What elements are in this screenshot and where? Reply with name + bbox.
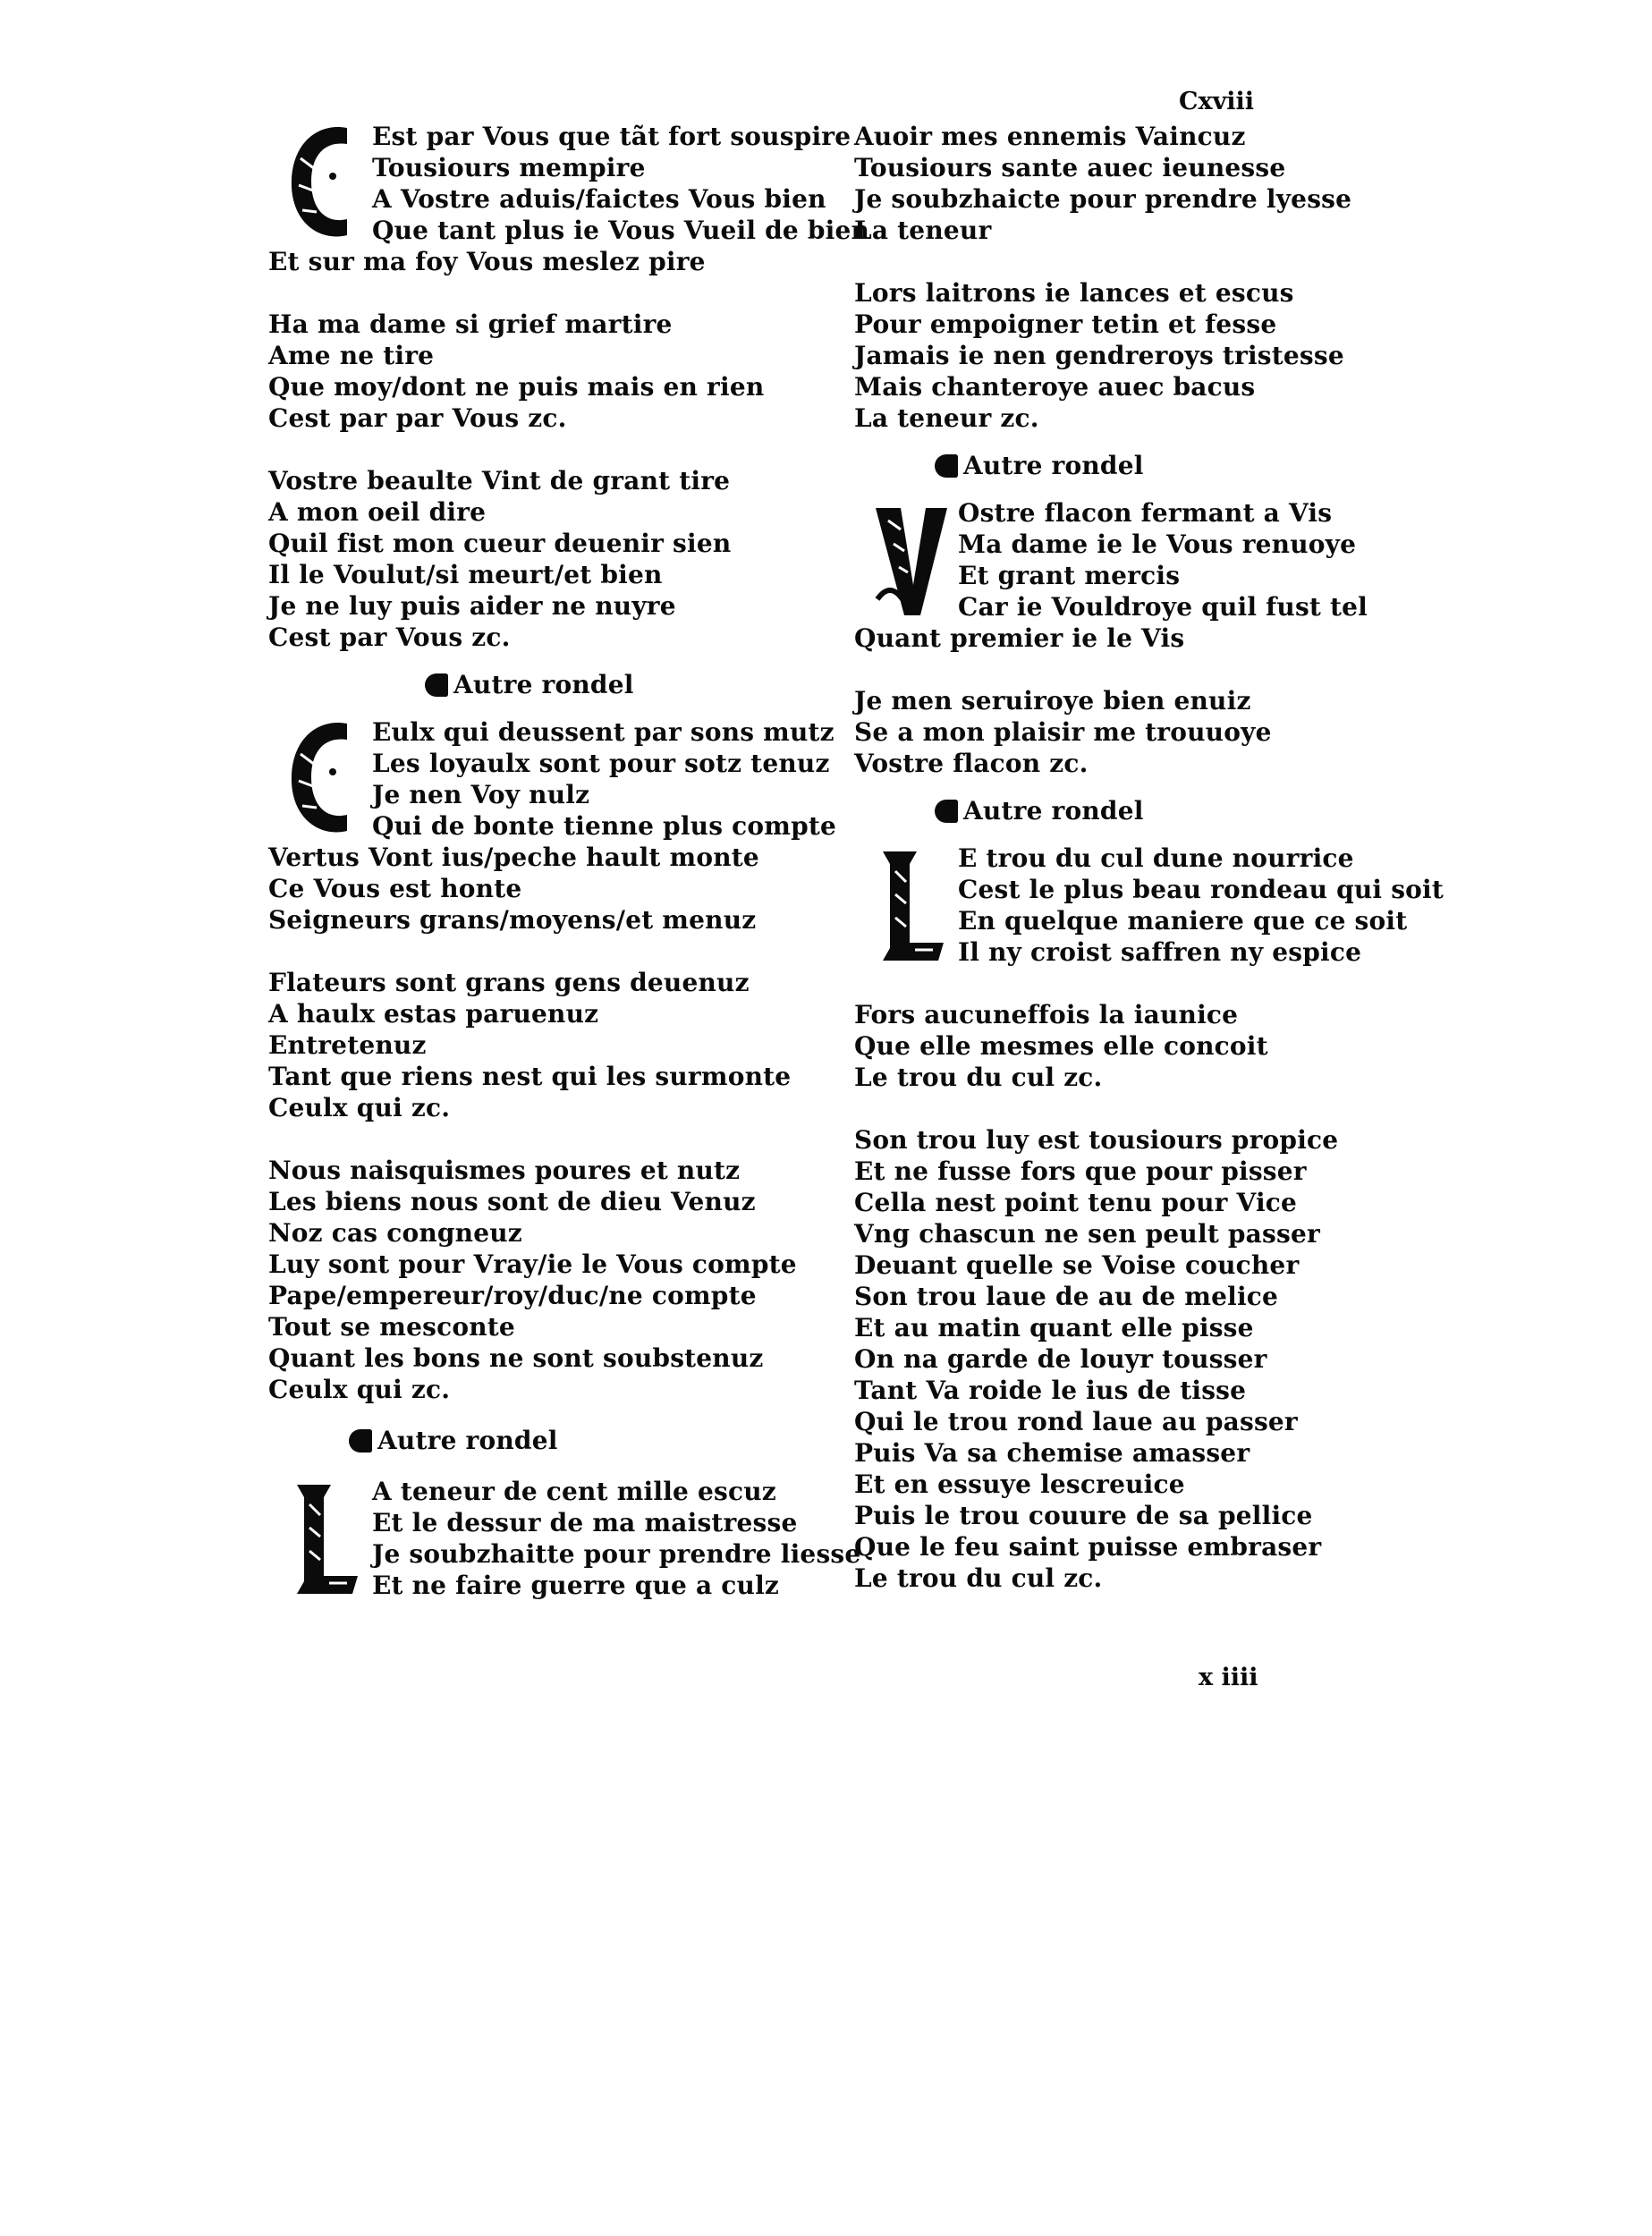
verse-line: Seigneurs grans/moyens/et menuz: [268, 905, 757, 935]
verse-line: Jamais ie nen gendreroys tristesse: [854, 341, 1344, 370]
verse-line: Ame ne tire: [268, 341, 435, 370]
stanza: [268, 1476, 861, 1601]
verse-line: Car ie Vouldroye quil fust tel: [958, 592, 1368, 622]
verse-line: A haulx estas paruenuz: [268, 999, 599, 1029]
pilcrow-mark-icon: [425, 673, 448, 697]
verse-line: Cest par par Vous zc.: [268, 403, 567, 433]
verse-line: Se a mon plaisir me trouuoye: [854, 717, 1272, 747]
verse-line: Qui de bonte tienne plus compte: [372, 811, 837, 841]
signature-mark: x iiii: [1199, 1664, 1258, 1691]
pilcrow-mark-icon: [349, 1429, 372, 1453]
verse-line: Noz cas congneuz: [268, 1218, 522, 1248]
verse-line: Et le dessur de ma maistresse: [372, 1508, 798, 1537]
verse-line: Le trou du cul zc.: [854, 1063, 1103, 1092]
verse-line: Et ne faire guerre que a culz: [372, 1571, 780, 1600]
stanza: [268, 121, 870, 277]
verse-line: Le trou du cul zc.: [854, 1563, 1103, 1593]
verse-line: Deuant quelle se Voise coucher: [854, 1250, 1300, 1280]
right-column: [854, 121, 1444, 1594]
verse-line: E trou du cul dune nourrice: [958, 843, 1354, 873]
verse-line: La teneur: [854, 216, 992, 245]
verse-line: Les loyaulx sont pour sotz tenuz: [372, 749, 830, 778]
verse-line: Puis le trou couure de sa pellice: [854, 1501, 1313, 1530]
woodcut-initial-c-icon: [284, 718, 365, 840]
verse-line: Flateurs sont grans gens deuenuz: [268, 968, 750, 997]
verse-line: A Vostre aduis/faictes Vous bien: [372, 184, 826, 214]
verse-line: Puis Va sa chemise amasser: [854, 1438, 1250, 1468]
verse-line: Qui le trou rond laue au passer: [854, 1407, 1298, 1436]
verse-line: Que le feu saint puisse embraser: [854, 1532, 1322, 1562]
verse-line: Vertus Vont ius/peche hault monte: [268, 843, 759, 872]
verse-line: Son trou laue de au de melice: [854, 1282, 1279, 1311]
pilcrow-mark-icon: [935, 454, 958, 478]
verse-line: Quant premier ie le Vis: [854, 623, 1185, 653]
verse-line: Quant les bons ne sont soubstenuz: [268, 1343, 764, 1373]
verse-line: Pour empoigner tetin et fesse: [854, 309, 1277, 339]
verse-line: Entretenuz: [268, 1030, 427, 1060]
verse-line: Il ny croist saffren ny espice: [958, 937, 1362, 967]
section-heading: Autre rondel: [268, 1425, 841, 1456]
verse-line: Ha ma dame si grief martire: [268, 309, 673, 339]
verse-line: Est par Vous que tãt fort souspire: [372, 122, 851, 151]
verse-line: Tousiours sante auec ieunesse: [854, 153, 1286, 182]
verse-line: Pape/empereur/roy/duc/ne compte: [268, 1281, 757, 1310]
verse-line: Je nen Voy nulz: [372, 780, 590, 809]
verse-line: A teneur de cent mille escuz: [372, 1477, 776, 1506]
verse-line: Je soubzhaitte pour prendre liesse: [372, 1539, 861, 1569]
verse-line: La teneur zc.: [854, 403, 1039, 433]
woodcut-initial-l-icon: [284, 1478, 365, 1599]
folio-number: Cxviii: [1179, 88, 1255, 115]
verse-line: Et grant mercis: [958, 561, 1181, 590]
section-heading: Autre rondel: [854, 795, 1427, 826]
verse-line: Tout se mesconte: [268, 1312, 515, 1342]
verse-line: Et en essuye lescreuice: [854, 1469, 1185, 1499]
stanza: [854, 497, 1427, 654]
verse-line: Vostre flacon zc.: [854, 749, 1089, 778]
section-heading: Autre rondel: [854, 450, 1427, 481]
verse-line: Je men seruiroye bien enuiz: [854, 686, 1251, 716]
verse-line: Lors laitrons ie lances et escus: [854, 278, 1294, 308]
verse-line: Cest le plus beau rondeau qui soit: [958, 875, 1444, 904]
verse-line: Nous naisquismes poures et nutz: [268, 1156, 741, 1185]
verse-line: Il le Voulut/si meurt/et bien: [268, 560, 663, 589]
verse-line: Quil fist mon cueur deuenir sien: [268, 529, 732, 558]
verse-line: Mais chanteroye auec bacus: [854, 372, 1256, 402]
verse-line: Je ne luy puis aider ne nuyre: [268, 591, 676, 621]
section-heading: Autre rondel: [268, 669, 841, 700]
woodcut-initial-l-icon: [870, 844, 951, 966]
verse-line: Ceulx qui zc.: [268, 1093, 451, 1122]
stanza: [268, 716, 841, 936]
verse-line: Ceulx qui zc.: [268, 1375, 451, 1404]
verse-line: Son trou luy est tousiours propice: [854, 1125, 1339, 1155]
verse-line: Auoir mes ennemis Vaincuz: [854, 122, 1246, 151]
verse-line: Fors aucuneffois la iaunice: [854, 1000, 1239, 1029]
verse-line: Vng chascun ne sen peult passer: [854, 1219, 1320, 1249]
stanza: [854, 843, 1444, 968]
verse-line: Tant que riens nest qui les surmonte: [268, 1062, 792, 1091]
verse-line: En quelque maniere que ce soit: [958, 906, 1408, 936]
verse-line: Ce Vous est honte: [268, 874, 522, 903]
verse-line: Ma dame ie le Vous renuoye: [958, 529, 1357, 559]
verse-line: Que tant plus ie Vous Vueil de bien: [372, 216, 870, 245]
verse-line: Tant Va roide le ius de tisse: [854, 1376, 1247, 1405]
verse-line: Je soubzhaicte pour prendre lyesse: [854, 184, 1352, 214]
verse-line: Que moy/dont ne puis mais en rien: [268, 372, 765, 402]
verse-line: Et au matin quant elle pisse: [854, 1313, 1254, 1342]
woodcut-initial-c-icon: [284, 123, 365, 244]
verse-line: Cest par Vous zc.: [268, 623, 511, 652]
pilcrow-mark-icon: [935, 800, 958, 823]
left-column: [268, 121, 870, 1601]
verse-line: Cella nest point tenu pour Vice: [854, 1188, 1298, 1217]
verse-line: Tousiours mempire: [372, 153, 646, 182]
verse-line: Et sur ma foy Vous meslez pire: [268, 247, 706, 276]
verse-line: Que elle mesmes elle concoit: [854, 1031, 1268, 1061]
verse-line: A mon oeil dire: [268, 497, 487, 527]
verse-line: Luy sont pour Vray/ie le Vous compte: [268, 1249, 797, 1279]
verse-line: Eulx qui deussent par sons mutz: [372, 717, 834, 747]
verse-line: Vostre beaulte Vint de grant tire: [268, 466, 731, 495]
verse-line: Et ne fusse fors que pour pisser: [854, 1156, 1307, 1186]
verse-line: On na garde de louyr tousser: [854, 1344, 1267, 1374]
verse-line: Ostre flacon fermant a Vis: [958, 498, 1333, 528]
woodcut-initial-v-icon: [870, 499, 951, 621]
verse-line: Les biens nous sont de dieu Venuz: [268, 1187, 756, 1216]
